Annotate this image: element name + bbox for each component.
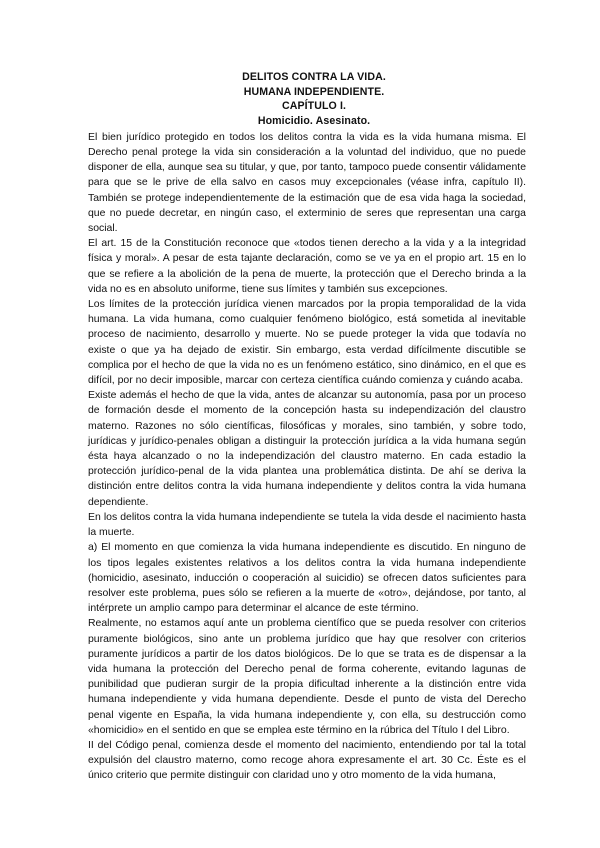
paragraph-bien-juridico: El bien jurídico protegido en todos los delitos contra la vida es la vida humana misma. El Derecho penal protege la vida sin consideración a la voluntad del individuo, que no puede disponer de ella, aunque sea su titular, y que, por tanto, tampoco puede consentir válidamente para que se le prive de ella salvo en casos muy excepcionales (véase infra, capítulo II). También se protege independientemente de la estimación que de esa vida haga la sociedad, que no puede decretar, en ningún caso, el exterminio de seres que representan una carga social. — [88, 131, 526, 235]
section-heading: Homicidio. Asesinato. — [257, 115, 371, 128]
paragraph-limites: Los límites de la protección jurídica vienen marcados por la propia temporalidad de la vida humana. La vida humana, como cualquier fenómeno biológico, está sometida al inevitable proceso de nacimiento, desarrollo y muerte. No se puede proteger la vida que todavía no existe o que ya ha dejado de existir. Sin embargo, esta verdad difícilmente discutible se complica por el hecho de que la vida no es un fenómeno estático, sino dinámico, en el que es difícil, por no decir imposible, marcar con certeza científica cuándo comienza y cuándo acaba. — [88, 299, 526, 387]
heading-subtitle: HUMANA INDEPENDIENTE. — [243, 85, 385, 98]
heading-block — [102, 70, 526, 129]
document-page — [88, 70, 526, 784]
paragraph-tutela: En los delitos contra la vida humana independiente se tutela la vida desde el nacimiento hasta la muerte. — [88, 511, 526, 539]
paragraph-art-15: El art. 15 de la Constitución reconoce que «todos tienen derecho a la vida y a la integridad física y moral». A pesar de esta tajante declaración, como se ve ya en el propio art. 15 en lo que se refiere a la abolición de la pena de muerte, la protección que el Derecho brinda a la vida no es en absoluto uniforme, tiene sus límites y también sus excepciones. — [88, 238, 526, 295]
paragraph-realmente: Realmente, no estamos aquí ante un problema científico que se pueda resolver con criterios puramente biológicos, sino ante un problema jurídico que hay que resolver con criterios puramente jurídicos a partir de los datos biológicos. De lo que se trata es de dispensar a la vida humana la protección del Derecho penal de forma coherente, evitando lagunas de punibilidad que pudieran surgir de la propia dificultad inherente a la distinción entre vida humana independiente y vida humana dependiente. Desde el punto de vista del Derecho penal vigente en España, la vida humana independiente y, con ella, su destrucción como «homicidio» en el sentido en que se emplea este término en la rúbrica del Título I del Libro. — [88, 618, 526, 736]
heading-title: DELITOS CONTRA LA VIDA. — [242, 71, 386, 83]
paragraph-momento: a) El momento en que comienza la vida humana independiente es discutido. En ninguno de los tipos legales existentes relativos a los delitos contra la vida humana independiente (homicidio, asesinato, inducción o cooperación al suicidio) se ofrecen datos suficientes para resolver este problema, pues sólo se refieren a la muerte de «otro», dejándose, por tanto, al intérprete un amplio campo para determinar el alcance de este término. — [88, 542, 526, 615]
paragraph-autonomia: Existe además el hecho de que la vida, antes de alcanzar su autonomía, pasa por un proceso de formación desde el momento de la concepción hasta su independización del claustro materno. Razones no sólo científicas, filosóficas y morales, sino también, y sobre todo, jurídicas y jurídico-penales obligan a distinguir la protección jurídica a la vida humana según ésta haya alcanzado o no la independización del claustro materno. En cada estadio la protección jurídico-penal de la vida plantea una problemática distinta. De ahí se deriva la distinción entre delitos contra la vida humana independiente y delitos contra la vida humana dependiente. — [88, 390, 526, 508]
paragraph-codigo-penal: II del Código penal, comienza desde el momento del nacimiento, entendiendo por tal la total expulsión del claustro materno, como recoge ahora expresamente el art. 30 Cc. Éste es el único criterio que permite distinguir con claridad uno y otro momento de la vida humana, — [88, 739, 526, 782]
chapter-heading: CAPÍTULO I. — [281, 100, 347, 113]
